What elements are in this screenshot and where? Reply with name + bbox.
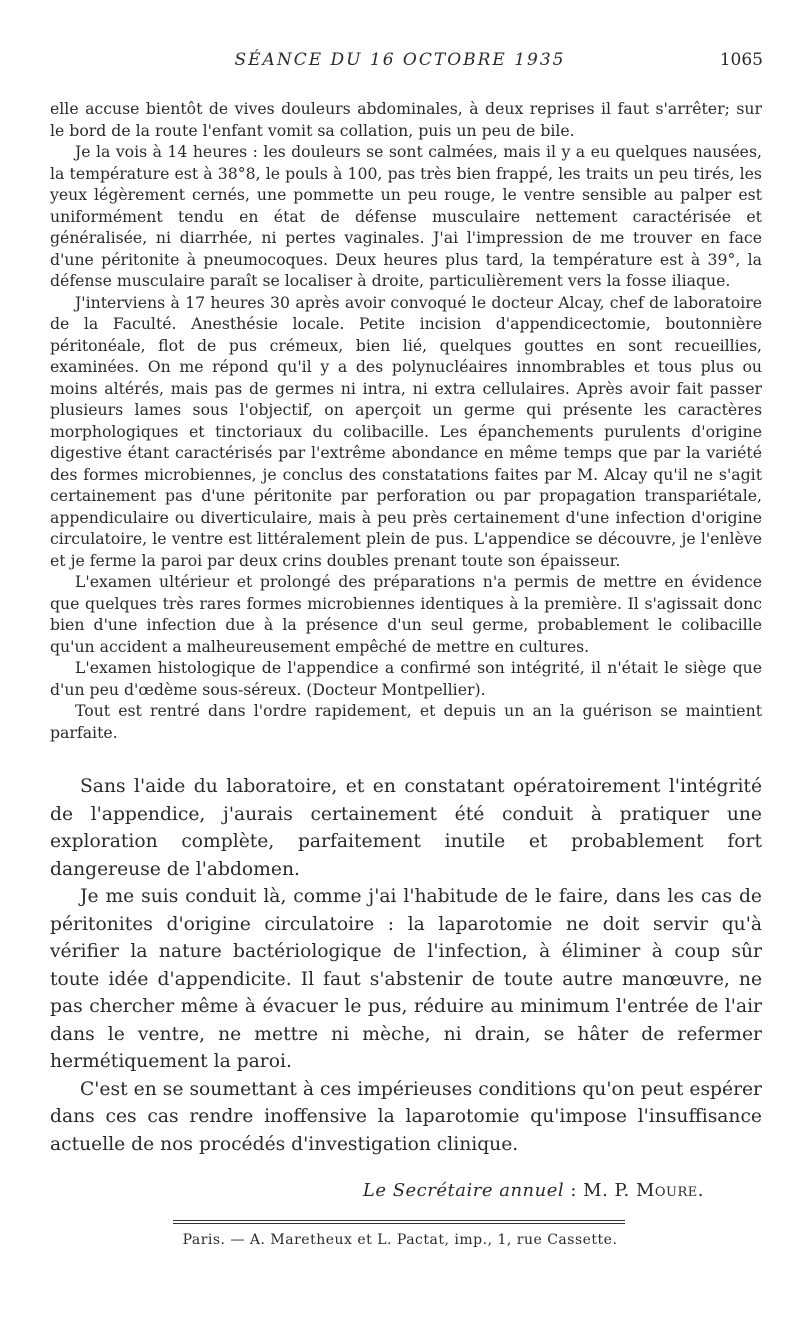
printer-imprint: Paris. — A. Maretheux et L. Pactat, imp., 1, rue Cassette. <box>182 1232 618 1248</box>
conclusion-paragraph: Sans l'aide du laboratoire, et en constatant opératoirement l'intégrité de l'appendice, j'aurais certainement été conduit à pratiquer une exploration complète, parfaitement inutile et probablement fort dangereuse de l'abdomen. <box>50 776 762 880</box>
signature-role: Le Secrétaire annuel <box>362 1180 565 1201</box>
case-paragraph: elle accuse bientôt de vives douleurs abdominales, à deux reprises il faut s'arrêter; sur le bord de la route l'enfant vomit sa collation, puis un peu de bile. <box>50 99 762 140</box>
signature-initials: M. P. <box>583 1180 636 1201</box>
signature <box>363 1180 704 1201</box>
case-paragraph: Tout est rentré dans l'ordre rapidement, et depuis un an la guérison se maintient parfaite. <box>50 701 762 742</box>
signature-colon: : <box>564 1180 584 1201</box>
conclusion <box>50 773 762 1158</box>
case-paragraph: Je la vois à 14 heures : les douleurs se sont calmées, mais il y a eu quelques nausées, la température est à 38°8, le pouls à 100, pas très bien frappé, les traits un peu tirés, les yeux légèrement cernés, une pommette un peu rouge, le ventre sensible au palper est uniformément tendu en état de défense musculaire nettement caractérisée et généralisée, ni diarrhée, ni pertes vaginales. J'ai l'impression de me trouver en face d'une péritonite à pneumocoques. Deux heures plus tard, la température est à 39°, la défense musculaire paraît se localiser à droite, particulièrement vers la fosse iliaque. <box>50 142 762 290</box>
page-header <box>0 50 800 74</box>
footer-rule <box>173 1220 625 1224</box>
running-title: SÉANCE DU 16 OCTOBRE 1935 <box>234 50 566 70</box>
page-number: 1065 <box>719 50 763 70</box>
case-paragraph: L'examen histologique de l'appendice a confirmé son intégrité, il n'était le siège que d'un peu d'œdème sous-séreux. (Docteur Montpellier). <box>50 658 762 699</box>
conclusion-paragraph: C'est en se soumettant à ces impérieuses conditions qu'on peut espérer dans ces cas rendre inoffensive la laparotomie qu'impose l'insuffisance actuelle de nos procédés d'investigation clinique. <box>50 1078 762 1155</box>
case-paragraph: L'examen ultérieur et prolongé des préparations n'a permis de mettre en évidence que quelques très rares formes microbiennes identiques à la première. Il s'agissait donc bien d'une infection due à la présence d'un seul germe, probablement le colibacille qu'un accident a malheureusement empêché de mettre en cultures. <box>50 572 762 656</box>
conclusion-paragraph: Je me suis conduit là, comme j'ai l'habitude de le faire, dans les cas de péritonites d'origine circulatoire : la laparotomie ne doit servir qu'à vérifier la nature bactériologique de l'infection, à éliminer à coup sûr toute idée d'appendicite. Il faut s'abstenir de toute autre manœuvre, ne pas chercher même à évacuer le pus, réduire au minimum l'entrée de l'air dans le ventre, ne mettre ni mèche, ni drain, se hâter de refermer hermétiquement la paroi. <box>50 886 762 1072</box>
signature-name <box>583 1180 704 1201</box>
case-report <box>50 98 762 743</box>
signature-surname: Moure. <box>635 1180 704 1201</box>
case-paragraph: J'interviens à 17 heures 30 après avoir convoqué le docteur Alcay, chef de laboratoire de la Faculté. Anesthésie locale. Petite incision d'appendicectomie, boutonnière péritonéale, flot de pus crémeux, bien lié, quelques gouttes en sont recueillies, examinées. On me répond qu'il y a des polynucléaires innombrables et tous plus ou moins altérés, mais pas de germes ni intra, ni extra cellulaires. Après avoir fait passer plusieurs lames sous l'objectif, on aperçoit un germe qui présente les caractères morphologiques et tinctoriaux du colibacille. Les épanchements purulents d'origine digestive étant caractérisés par l'extrême abondance en même temps que par la variété des formes microbiennes, je conclus des constatations faites par M. Alcay qu'il ne s'agit certainement pas d'une péritonite par perforation ou par propagation transpariétale, appendiculaire ou diverticulaire, mais à peu près certainement d'une infection d'origine circulatoire, le ventre est littéralement plein de pus. L'appendice se découvre, je l'enlève et je ferme la paroi par deux crins doubles prenant toute son épaisseur. <box>50 292 762 570</box>
